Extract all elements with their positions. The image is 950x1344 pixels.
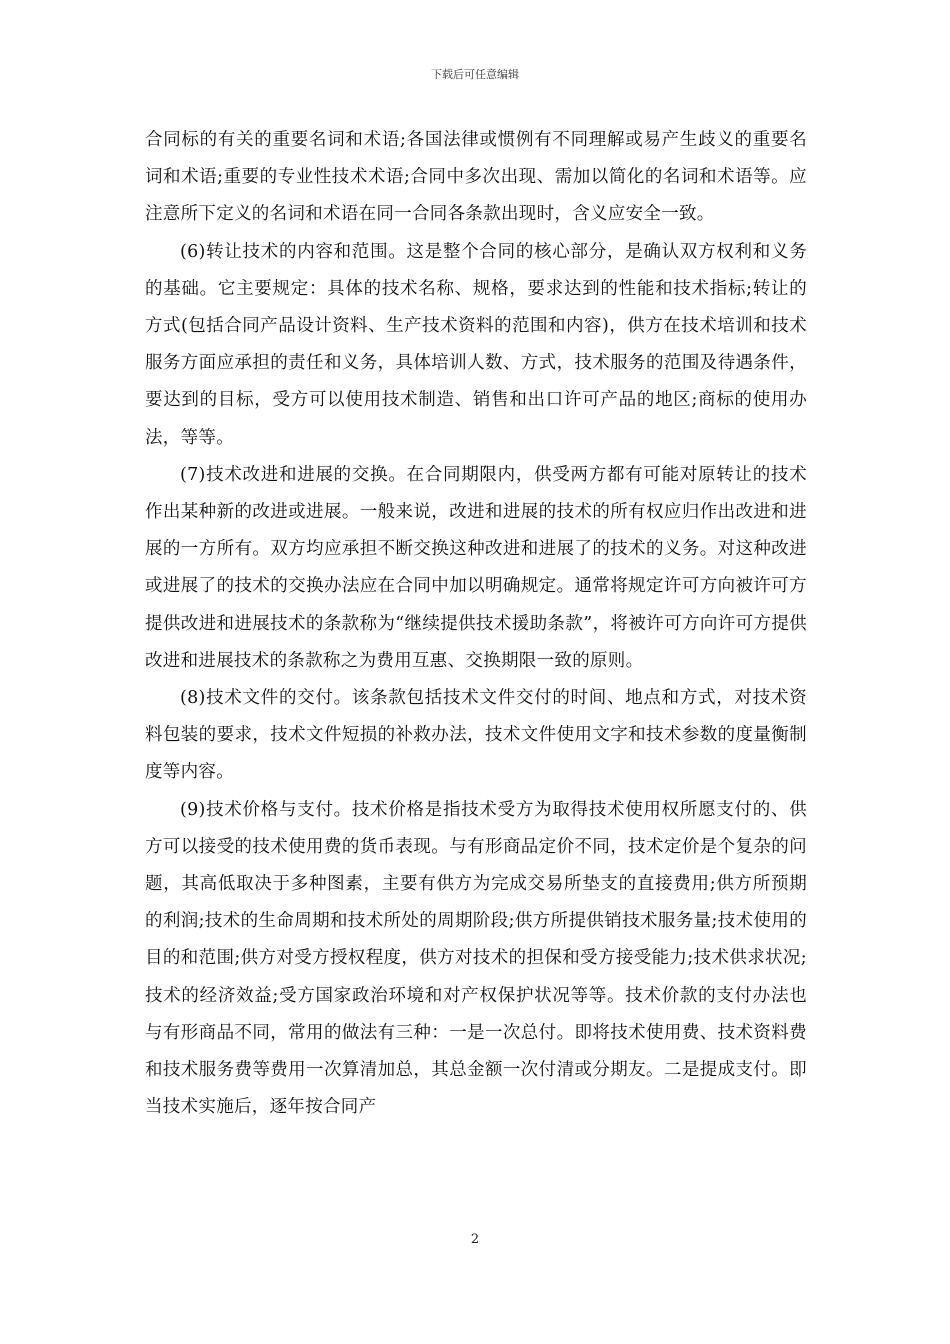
paragraph-item-6: (6)转让技术的内容和范围。这是整个合同的核心部分，是确认双方权利和义务的基础。它主要规定：具体的技术名称、规格，要求达到的性能和技术指标;转让的方式(包括合同产品设计资料、生产技术资料的范围和内容)，供方在技术培训和技术服务方面应承担的责任和义务，具体培训人数、方式，技术服务的范围及待遇条件，要达到的目标，受方可以使用技术制造、销售和出口许可产品的地区;商标的使用办法，等等。 xyxy=(145,241,807,448)
page-header: 下载后可任意编辑 xyxy=(431,68,519,81)
paragraph-continuation: 合同标的有关的重要名词和术语;各国法律或惯例有不同理解或易产生歧义的重要名词和术语;重要的专业性技术术语;合同中多次出现、需加以简化的名词和术语等。应注意所下定义的名词和术语在同一合同各条款出现时，含义应安全一致。 xyxy=(145,130,807,225)
paragraph-item-8: (8)技术文件的交付。该条款包括技术文件交付的时间、地点和方式，对技术资料包装的要求，技术文件短损的补救办法，技术文件使用文字和技术参数的度量衡制度等内容。 xyxy=(145,688,807,783)
paragraph-item-7: (7)技术改进和进展的交换。在合同期限内，供受两方都有可能对原转让的技术作出某种新的改进或进展。一般来说，改进和进展的技术的所有权应归作出改进和进展的一方所有。双方均应承担不断交换这种改进和进展了的技术的义务。对这种改进或进展了的技术的交换办法应在合同中加以明确规定。通常将规定许可方向被许可方提供改进和进展技术的条款称为“继续提供技术援助条款”，将被许可方向许可方提供改进和进展技术的条款称之为费用互惠、交换期限一致的原则。 xyxy=(145,464,807,671)
document-body xyxy=(145,122,807,1126)
page-number: 2 xyxy=(470,1232,480,1247)
paragraph-item-9: (9)技术价格与支付。技术价格是指技术受方为取得技术使用权所愿支付的、供方可以接受的技术使用费的货币表现。与有形商品定价不同，技术定价是个复杂的问题，其高低取决于多种图素，主要有供方为完成交易所垫支的直接费用;供方所预期的利润;技术的生命周期和技术所处的周期阶段;供方所提供销技术服务量;技术使用的目的和范围;供方对受方授权程度，供方对技术的担保和受方接受能力;技术供求状况;技术的经济效益;受方国家政治环境和对产权保护状况等等。技术价款的支付办法也与有形商品不同，常用的做法有三种：一是一次总付。即将技术使用费、技术资料费和技术服务费等费用一次算清加总，其总金额一次付清或分期友。二是提成支付。即当技术实施后，逐年按合同产 xyxy=(145,799,807,1118)
